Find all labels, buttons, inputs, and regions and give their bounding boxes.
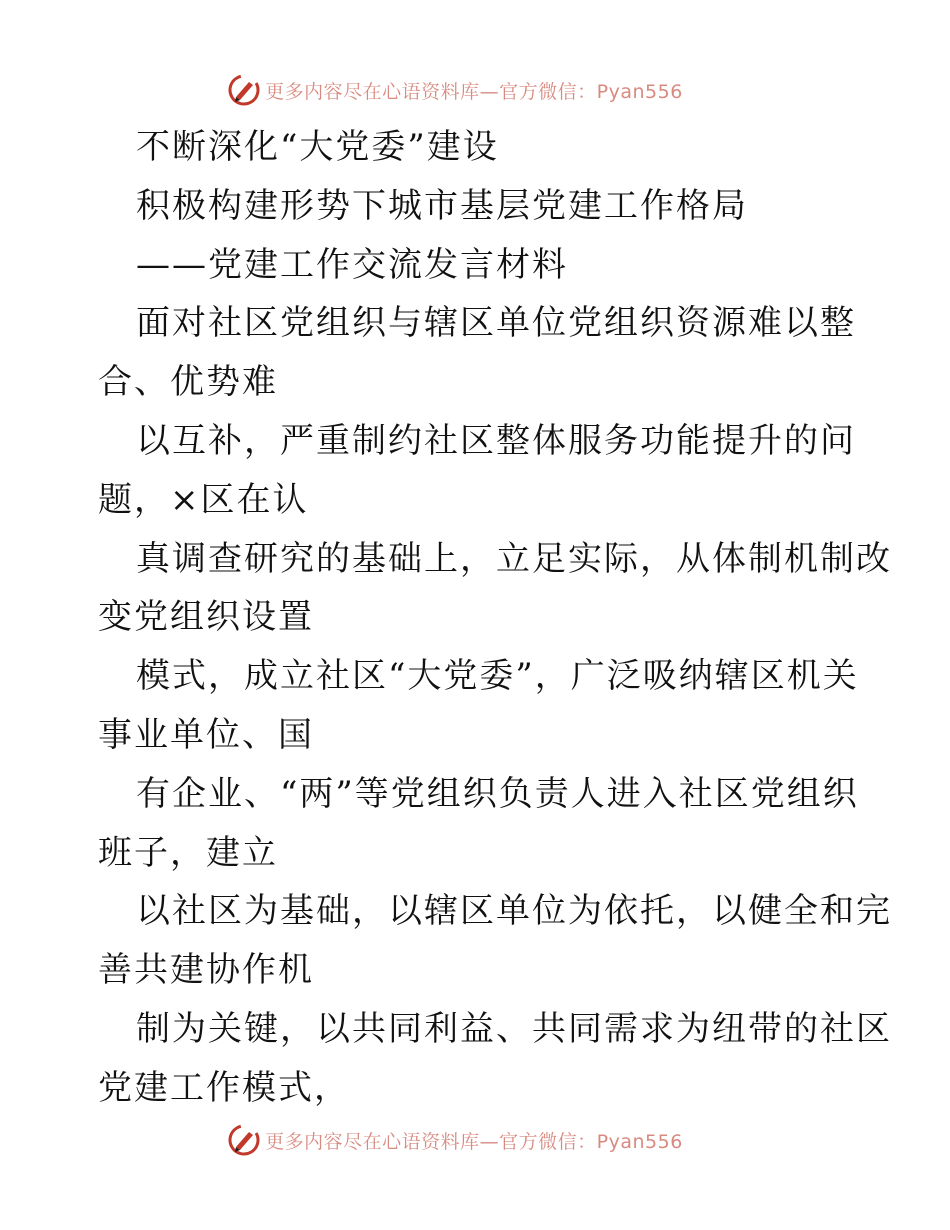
footer-watermark [0, 1120, 950, 1160]
text-line: 变党组织设置 [98, 597, 314, 638]
header-watermark [0, 70, 950, 110]
logo-icon [227, 73, 261, 107]
text-line: 题，×区在认 [98, 479, 309, 520]
logo-icon [227, 1123, 261, 1157]
text-line: 善共建协作机 [98, 950, 314, 991]
text-line: 事业单位、国 [98, 714, 314, 755]
document-body [98, 118, 892, 1118]
watermark-text: 更多内容尽在心语资料库—官方微信：Pyan556 [265, 1130, 683, 1153]
text-line: 以互补，严重制约社区整体服务功能提升的问 [136, 420, 856, 461]
text-line: 真调查研究的基础上，立足实际，从体制机制改 [136, 538, 892, 579]
text-line: 有企业、“两”等党组织负责人进入社区党组织 [136, 773, 859, 814]
text-line: 以社区为基础，以辖区单位为依托，以健全和完 [136, 891, 892, 932]
text-line: 不断深化“大党委”建设 [136, 127, 499, 167]
text-line: 党建工作模式， [98, 1067, 350, 1108]
text-line: ——党建工作交流发言材料 [136, 244, 568, 285]
text-line: 制为关键，以共同利益、共同需求为纽带的社区 [136, 1008, 892, 1049]
text-line: 合、优势难 [98, 362, 278, 403]
text-line: 积极构建形势下城市基层党建工作格局 [136, 185, 748, 226]
text-line: 面对社区党组织与辖区单位党组织资源难以整 [136, 303, 856, 344]
text-line: 模式，成立社区“大党委”，广泛吸纳辖区机关 [136, 656, 859, 697]
text-line: 班子，建立 [98, 832, 278, 873]
watermark-text: 更多内容尽在心语资料库—官方微信：Pyan556 [265, 80, 683, 103]
